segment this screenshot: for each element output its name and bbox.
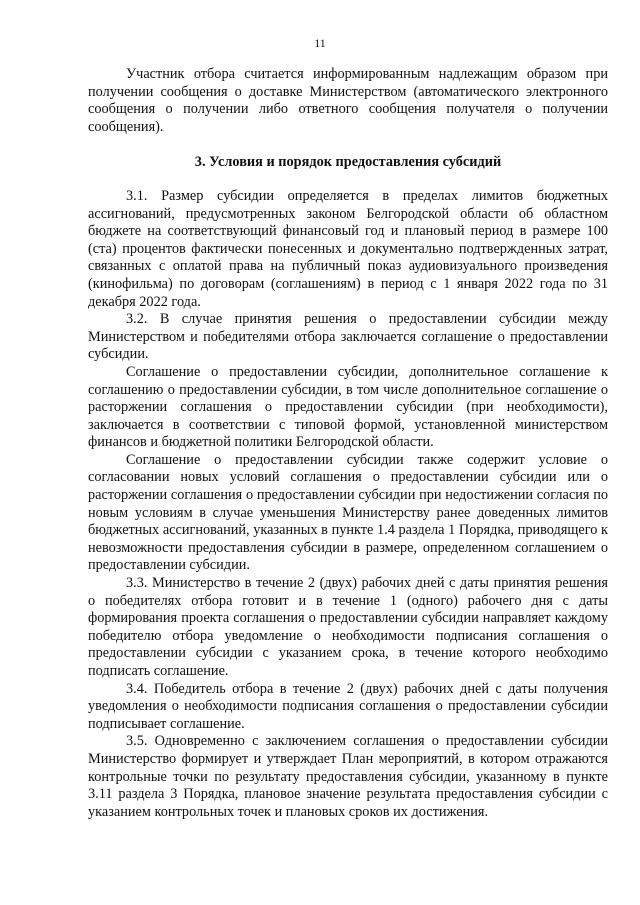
paragraph-3-1: 3.1. Размер субсидии определяется в пределах лимитов бюджетных ассигнований, предусмотренных законом Белгородской области об областном бюджете на соответствующий финансовый год и плановый период в размере 100 (ста) процентов фактически понесенных и документально подтвержденных затрат, связанных с оплатой права на публичный показ аудиовизуального произведения (кинофильма) по договорам (соглашениям) в период с 1 января 2022 года по 31 декабря 2022 года. xyxy=(88,187,608,310)
paragraph-3-3: 3.3. Министерство в течение 2 (двух) рабочих дней с даты принятия решения о победителях отбора готовит и в течение 1 (одного) рабочего дня с даты формирования проекта соглашения о предоставлении субсидии направляет каждому победителю отбора уведомление о необходимости подписания соглашения о предоставлении субсидии с указанием срока, в течение которого необходимо подписать соглашение. xyxy=(88,575,608,679)
section-title: 3. Условия и порядок предоставления субсидий xyxy=(194,154,502,171)
paragraph-agreement-form: Соглашение о предоставлении субсидии, дополнительное соглашение к соглашению о предоставлении субсидии, в том числе дополнительное соглашение о расторжении соглашения о предоставлении субсидии (при необходимости), заключается в соответствии с типовой формой, установленной министерством финансов и бюджетной политики Белгородской области. xyxy=(88,363,608,451)
paragraph-3-4: 3.4. Победитель отбора в течение 2 (двух) рабочих дней с даты получения уведомления о необходимости подписания соглашения о предоставлении субсидии подписывает соглашение. xyxy=(88,680,608,732)
document-body xyxy=(88,66,608,821)
paragraph-3-5: 3.5. Одновременно с заключением соглашения о предоставлении субсидии Министерство формирует и утверждает План мероприятий, в котором отражаются контрольные точки по результату предоставления субсидии, указанному в пункте 3.11 раздела 3 Порядка, плановое значение результата предоставления субсидии с указанием контрольных точек и плановых сроков их достижения. xyxy=(88,733,608,820)
paragraph-agreement-conditions: Соглашение о предоставлении субсидии также содержит условие о согласовании новых условий соглашения о предоставлении субсидии или о расторжении соглашения о предоставлении субсидии при недостижении согласия по новым условиям в случае уменьшения Министерству ранее доведенных лимитов бюджетных ассигнований, указанных в пункте 1.4 раздела 1 Порядка, приводящего к невозможности предоставления субсидии в размере, определенном соглашением о предоставлении субсидии. xyxy=(88,451,608,574)
page-number: 11 xyxy=(314,36,326,50)
paragraph-notification: Участник отбора считается информированным надлежащим образом при получении сообщения о доставке Министерством (автоматического электронного сообщения о получении либо ответного сообщения получателя о получении сообщения). xyxy=(88,66,608,135)
paragraph-3-2: 3.2. В случае принятия решения о предоставлении субсидии между Министерством и победителями отбора заключается соглашение о предоставлении субсидии. xyxy=(88,311,608,363)
